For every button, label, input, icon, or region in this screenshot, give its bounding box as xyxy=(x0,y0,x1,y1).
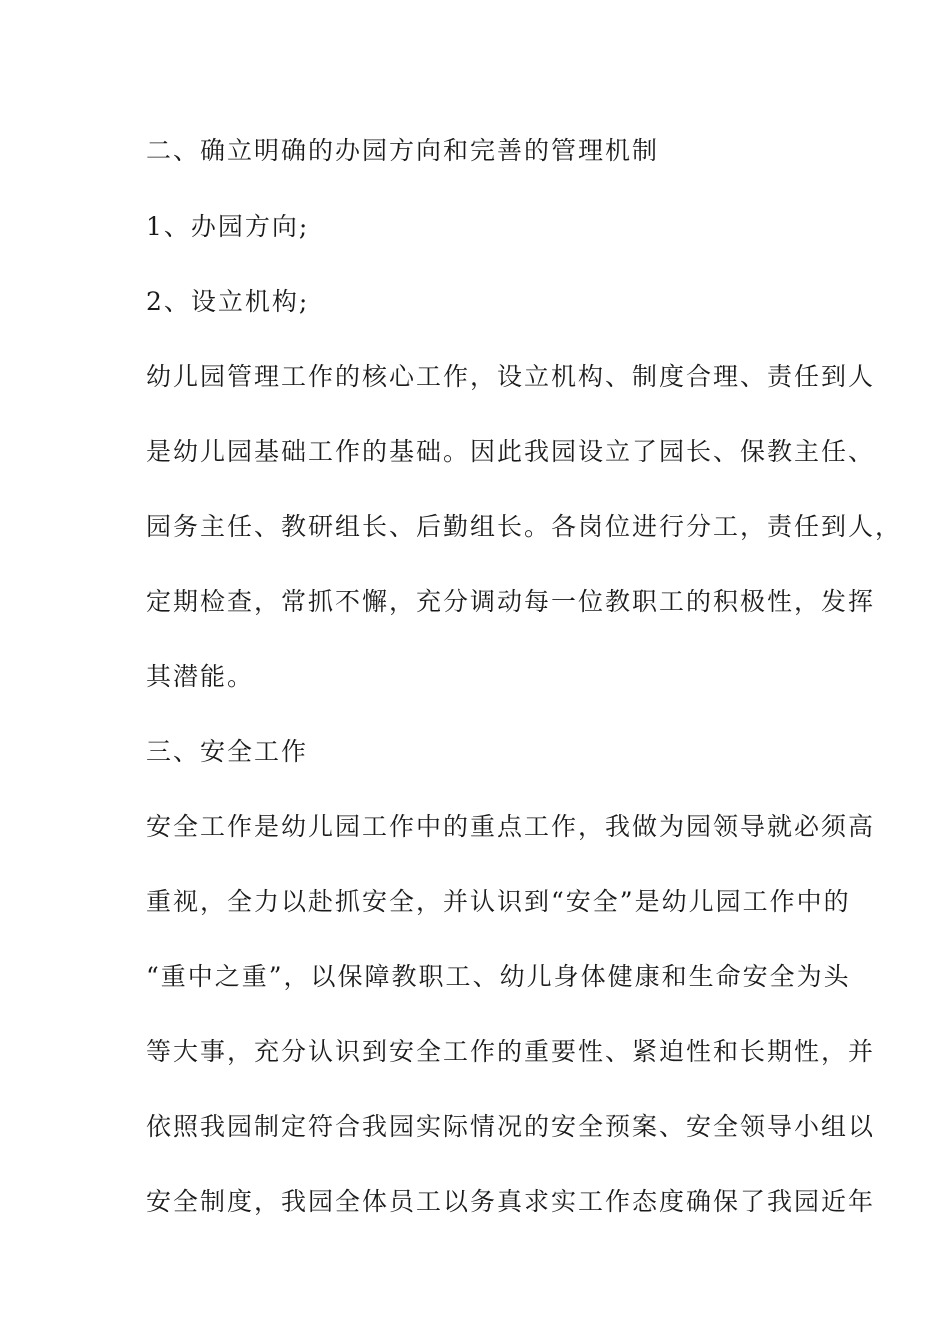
paragraph-line: 安全工作是幼儿园工作中的重点工作，我做为园领导就必须高 xyxy=(146,812,876,841)
paragraph-line: 等大事，充分认识到安全工作的重要性、紧迫性和长期性，并 xyxy=(146,1037,876,1066)
list-item-2: 2、设立机构; xyxy=(146,287,310,316)
list-item-1: 1、办园方向; xyxy=(146,212,310,241)
section-heading-2: 二、确立明确的办园方向和完善的管理机制 xyxy=(146,136,660,165)
paragraph-line: 幼儿园管理工作的核心工作，设立机构、制度合理、责任到人 xyxy=(146,362,876,391)
paragraph-line: 重视，全力以赴抓安全，并认识到“安全”是幼儿园工作中的 xyxy=(146,887,851,916)
paragraph-line: 其潜能。 xyxy=(146,662,255,691)
paragraph-line: 定期检查，常抓不懈，充分调动每一位教职工的积极性，发挥 xyxy=(146,587,876,616)
paragraph-line: “重中之重”，以保障教职工、幼儿身体健康和生命安全为头 xyxy=(146,962,851,991)
section-heading-3: 三、安全工作 xyxy=(146,737,309,766)
paragraph-line: 园务主任、教研组长、后勤组长。各岗位进行分工，责任到人， xyxy=(146,512,903,541)
paragraph-line: 安全制度，我园全体员工以务真求实工作态度确保了我园近年 xyxy=(146,1187,876,1216)
paragraph-line: 是幼儿园基础工作的基础。因此我园设立了园长、保教主任、 xyxy=(146,437,876,466)
paragraph-line: 依照我园制定符合我园实际情况的安全预案、安全领导小组以 xyxy=(146,1112,876,1141)
